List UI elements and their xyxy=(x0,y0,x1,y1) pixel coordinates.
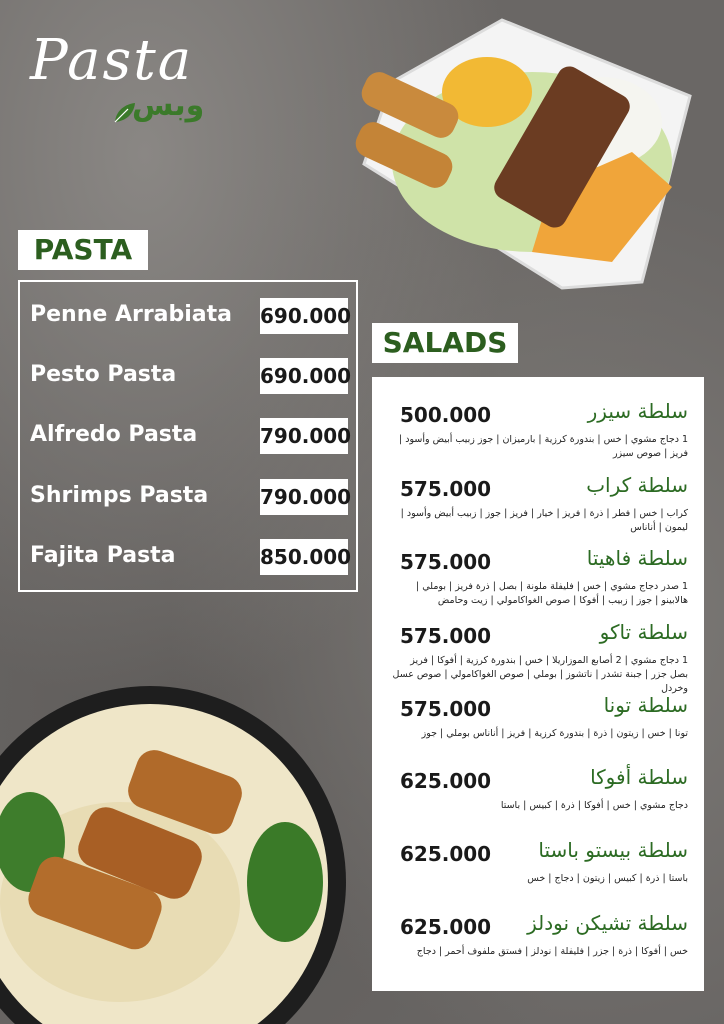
salad-item-description: كراب | خس | فطر | ذرة | فريز | خيار | فريز | جوز | زبيب أبيض وأسود | ليمون | أناناس xyxy=(400,508,688,533)
salad-item-description: خس | أفوكا | ذرة | جزر | فليفلة | نودلز | فستق ملفوف أحمر | دجاج xyxy=(416,946,688,957)
salad-item-title: سلطة تاكو xyxy=(599,620,688,644)
pasta-item xyxy=(30,298,352,334)
pasta-item-price: 790.000 xyxy=(260,418,348,454)
pasta-item-price: 690.000 xyxy=(260,358,348,394)
pasta-item-name: Penne Arrabiata xyxy=(30,302,233,327)
salad-item-description: 1 صدر دجاج مشوي | خس | فليفلة ملونة | بصل | ذرة فريز | بوملي | هالابينو | جوز | زبيب | أفوكا | صوص الغواكامولي | زيت وحامض xyxy=(416,581,688,606)
pasta-item-price: 790.000 xyxy=(260,479,348,515)
pasta-item-price: 690.000 xyxy=(260,298,348,334)
salad-item-price: 575.000 xyxy=(400,697,492,721)
logo-script-text: Pasta xyxy=(30,28,194,93)
fettuccine-alfredo-photo xyxy=(0,672,348,1024)
salad-item-description: 1 دجاج مشوي | خس | بندورة كرزية | بارميزان | جوز زبيب أبيض وأسود | فريز | صوص سيزر xyxy=(399,434,688,459)
salad-item-price: 500.000 xyxy=(400,403,492,427)
salad-item-title: سلطة تونا xyxy=(603,693,688,717)
salad-item-description: باستا | ذرة | كبيس | زيتون | دجاج | خس xyxy=(527,873,688,884)
pasta-menu-box xyxy=(18,280,358,592)
salad-item-title: سلطة تشيكن نودلز xyxy=(527,911,688,935)
salad-item-title: سلطة سيزر xyxy=(587,399,688,423)
logo-arabic-text: وبس xyxy=(132,88,205,123)
logo xyxy=(22,22,232,132)
pasta-item-name: Fajita Pasta xyxy=(30,543,176,568)
salad-item-title: سلطة أفوكا xyxy=(590,765,688,789)
salad-item-description: 1 دجاج مشوي | 2 أصابع الموزاريلا | خس | بندورة كرزية | أفوكا | فريز بصل جزر | جبنة تشدر | ناتشوز | بوملي | صوص الغواكامولي | صوص عسل وخردل xyxy=(392,655,688,694)
pasta-item-name: Pesto Pasta xyxy=(30,362,177,387)
pasta-item xyxy=(30,539,352,575)
pasta-heading: PASTA xyxy=(18,230,148,270)
salad-item-price: 575.000 xyxy=(400,624,492,648)
salad-item-description: تونا | خس | زيتون | ذرة | بندورة كرزية | فريز | أناناس بوملي | جوز xyxy=(421,728,688,739)
salad-item-price: 625.000 xyxy=(400,769,492,793)
pasta-item-name: Alfredo Pasta xyxy=(30,422,198,447)
salad-item-price: 625.000 xyxy=(400,915,492,939)
salads-heading: SALADS xyxy=(372,323,518,363)
salad-item-title: سلطة بيستو باستا xyxy=(538,838,688,862)
pasta-item xyxy=(30,418,352,454)
pasta-item-price: 850.000 xyxy=(260,539,348,575)
pasta-item xyxy=(30,479,352,515)
salad-item-title: سلطة كراب xyxy=(586,473,688,497)
salads-menu-panel xyxy=(372,377,704,991)
salad-item-description: دجاج مشوي | خس | أفوكا | ذرة | كبيس | باستا xyxy=(500,800,688,811)
salad-item-price: 625.000 xyxy=(400,842,492,866)
pasta-item xyxy=(30,358,352,394)
salad-item-title: سلطة فاهيتا xyxy=(586,546,688,570)
salad-item-price: 575.000 xyxy=(400,550,492,574)
salad-item-price: 575.000 xyxy=(400,477,492,501)
pasta-item-name: Shrimps Pasta xyxy=(30,483,209,508)
salad-bowl-photo xyxy=(352,12,698,290)
